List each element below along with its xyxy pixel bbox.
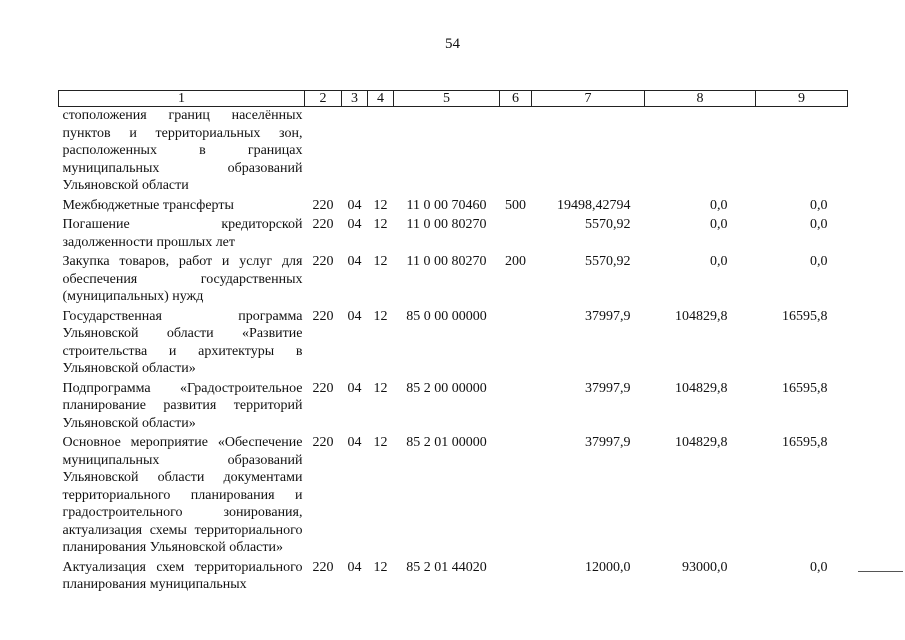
admin-code: 220 <box>312 217 334 232</box>
item-name: Государственная программа Ульяновской области «Развитие строительства и архитектуры в Ульяновской области» <box>62 308 303 376</box>
table-row <box>59 380 848 435</box>
expense-type-code <box>500 107 532 197</box>
admin-code: 220 <box>312 380 334 396</box>
column-header: 7 <box>532 91 645 107</box>
column-header: 5 <box>394 91 500 107</box>
amount-col8: 0,0 <box>710 217 728 232</box>
section-code: 04 <box>347 254 362 269</box>
item-name: Актуализация схем территориального планирования муниципальных <box>62 559 303 592</box>
section-code: 04 <box>347 308 362 324</box>
target-article-code <box>394 107 500 197</box>
target-article-code: 85 2 00 00000 <box>406 380 487 396</box>
column-header: 9 <box>756 91 848 107</box>
item-name: Погашение кредиторской задолженности прошлых лет <box>62 217 303 250</box>
amount-col7: 12000,0 <box>585 559 631 575</box>
table-row <box>59 559 848 596</box>
amount-col8: 104829,8 <box>675 435 728 450</box>
column-header: 1 <box>59 91 305 107</box>
amount-col9: 16595,8 <box>782 435 828 450</box>
expense-type-code: 200 <box>505 254 526 269</box>
page-number: 54 <box>445 36 460 52</box>
subsection-code: 12 <box>373 435 388 450</box>
column-header: 4 <box>368 91 394 107</box>
amount-col7: 5570,92 <box>585 254 631 269</box>
amount-col8 <box>645 107 756 197</box>
target-article-code: 11 0 00 80270 <box>406 217 487 232</box>
target-article-code: 85 2 01 00000 <box>406 435 487 450</box>
amount-col9: 0,0 <box>810 217 828 232</box>
subsection-code: 12 <box>373 308 388 324</box>
admin-code: 220 <box>312 559 334 575</box>
target-article-code: 85 2 01 44020 <box>406 559 487 575</box>
section-code: 04 <box>347 217 362 232</box>
section-code: 04 <box>347 435 362 450</box>
subsection-code: 12 <box>373 197 388 213</box>
expense-type-code: 500 <box>505 197 526 213</box>
column-header: 3 <box>342 91 368 107</box>
amount-col9 <box>756 107 848 197</box>
column-header: 6 <box>500 91 532 107</box>
table-row <box>59 107 848 197</box>
section-code: 04 <box>347 559 362 575</box>
amount-col7: 37997,9 <box>585 435 631 450</box>
amount-col7: 19498,42794 <box>557 197 631 213</box>
expense-type-code <box>500 308 532 380</box>
amount-col8: 104829,8 <box>675 380 728 396</box>
edge-rule <box>858 571 903 572</box>
item-name: Основное мероприятие «Обеспечение муниципальных образований Ульяновской области документами территориального планирования и градостроительного зонирования, актуализация схемы территориального планирования Ульяновской области» <box>62 435 303 555</box>
subsection-code: 12 <box>373 217 388 232</box>
section-code: 04 <box>347 380 362 396</box>
admin-code: 220 <box>312 308 334 324</box>
admin-code: 220 <box>312 254 334 269</box>
amount-col7: 37997,9 <box>585 380 631 396</box>
expense-type-code <box>500 216 532 253</box>
item-name: Закупка товаров, работ и услуг для обеспечения государственных (муниципальных) нужд <box>62 254 303 304</box>
table-row <box>59 253 848 308</box>
table-row <box>59 434 848 559</box>
section-code <box>342 107 368 197</box>
amount-col8: 0,0 <box>710 197 728 213</box>
table-row <box>59 216 848 253</box>
expense-type-code <box>500 559 532 596</box>
amount-col9: 0,0 <box>810 559 828 575</box>
column-header: 8 <box>645 91 756 107</box>
admin-code: 220 <box>312 197 334 213</box>
column-header: 2 <box>305 91 342 107</box>
subsection-code: 12 <box>373 254 388 269</box>
amount-col8: 93000,0 <box>682 559 728 575</box>
section-code: 04 <box>347 197 362 213</box>
budget-table <box>58 90 848 596</box>
expense-type-code <box>500 380 532 435</box>
admin-code: 220 <box>312 435 334 450</box>
subsection-code: 12 <box>373 380 388 396</box>
amount-col7 <box>532 107 645 197</box>
item-name: стоположения границ населённых пунктов и территориальных зон, расположенных в границах муниципальных образований Ульяновской области <box>62 108 303 193</box>
amount-col9: 16595,8 <box>782 380 828 396</box>
amount-col7: 5570,92 <box>585 217 631 232</box>
table-row <box>59 197 848 217</box>
table-header-row <box>59 91 848 107</box>
item-name: Межбюджетные трансферты <box>62 197 234 213</box>
admin-code <box>305 107 342 197</box>
amount-col7: 37997,9 <box>585 308 631 324</box>
amount-col9: 0,0 <box>810 254 828 269</box>
target-article-code: 11 0 00 70460 <box>406 197 487 213</box>
target-article-code: 11 0 00 80270 <box>406 254 487 269</box>
amount-col9: 0,0 <box>810 197 828 213</box>
amount-col8: 0,0 <box>710 254 728 269</box>
target-article-code: 85 0 00 00000 <box>406 308 487 324</box>
item-name: Подпрограмма «Градостроительное планирование развития территорий Ульяновской области» <box>62 380 303 431</box>
subsection-code: 12 <box>373 559 388 575</box>
table-row <box>59 308 848 380</box>
amount-col8: 104829,8 <box>675 308 728 324</box>
expense-type-code <box>500 434 532 559</box>
amount-col9: 16595,8 <box>782 308 828 324</box>
subsection-code <box>368 107 394 197</box>
